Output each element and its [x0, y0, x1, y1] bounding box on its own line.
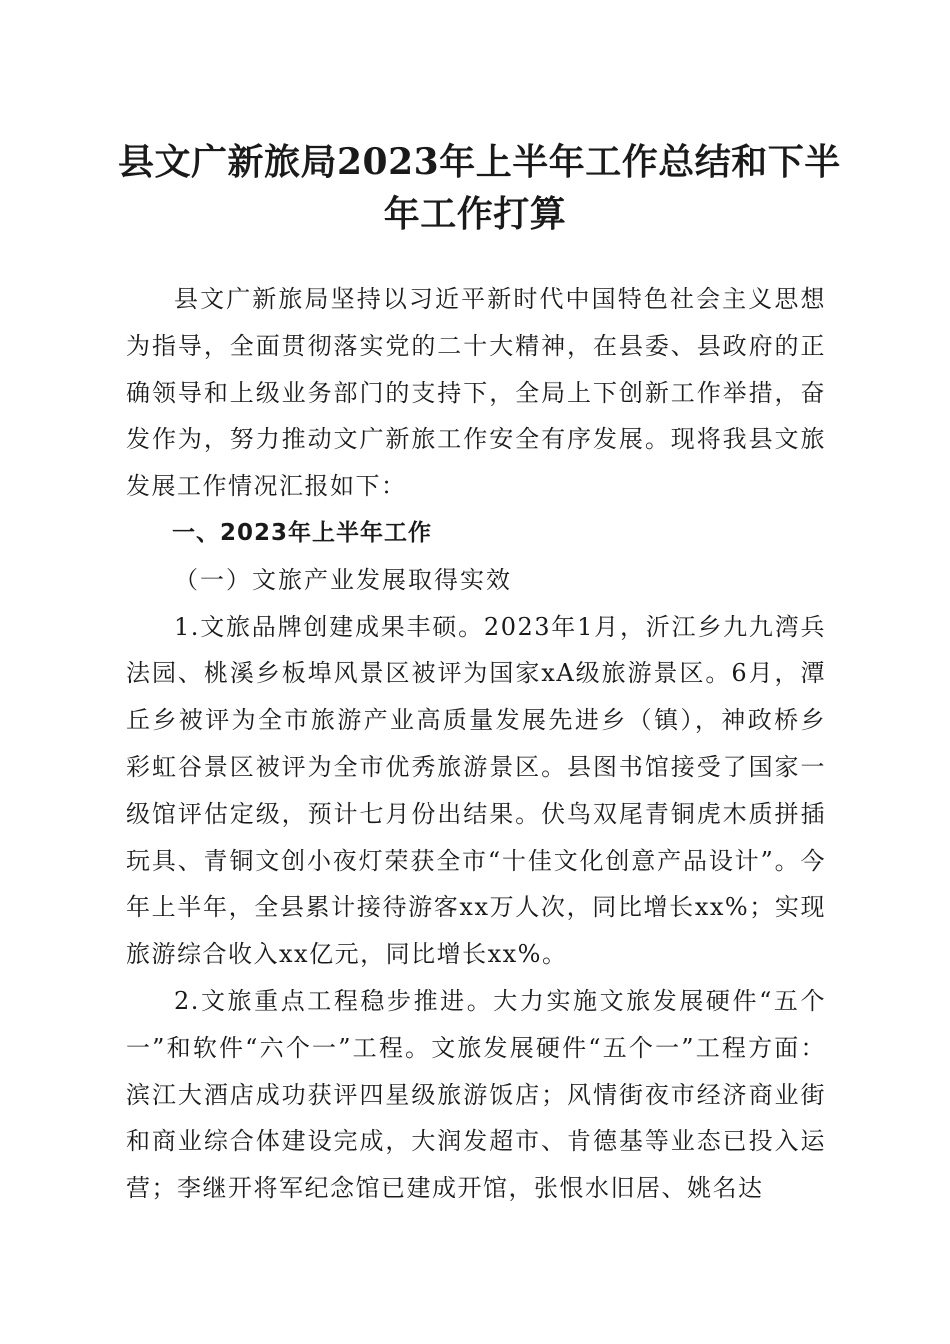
title-line-1: 县文广新旅局2023年上半年工作总结和下半 [118, 141, 841, 183]
intro-paragraph: 县文广新旅局坚持以习近平新时代中国特色社会主义思想为指导，全面贯彻落实党的二十大精神，在县委、县政府的正确领导和上级业务部门的支持下，全局上下创新工作举措，奋发作为，努力推动文广新旅工作安全有序发展。现将我县文旅发展工作情况汇报如下： [126, 285, 826, 501]
title-line-2: 年工作打算 [383, 193, 567, 235]
document-title [118, 136, 841, 240]
item-paragraph-2: 2.文旅重点工程稳步推进。大力实施文旅发展硬件“五个一”和软件“六个一”工程。文旅发展硬件“五个一”工程方面：滨江大酒店成功获评四星级旅游饭店；风情街夜市经济商业街和商业综合体建设完成，大润发超市、肯德基等业态已投入运营；李继开将军纪念馆已建成开馆，张恨水旧居、姚名达 [126, 986, 826, 1203]
item-paragraph-1: 1.文旅品牌创建成果丰硕。2023年1月，沂江乡九九湾兵法园、桃溪乡板埠风景区被评为国家xA级旅游景区。6月，潭丘乡被评为全市旅游产业高质量发展先进乡（镇），神政桥乡彩虹谷景区被评为全市优秀旅游景区。县图书馆接受了国家一级馆评估定级，预计七月份出结果。伏鸟双尾青铜虎木质拼插玩具、青铜文创小夜灯荣获全市“十佳文化创意产品设计”。今年上半年，全县累计接待游客xx万人次，同比增长xx%；实现旅游综合收入xx亿元，同比增长xx%。 [126, 612, 826, 969]
subsection-heading: （一）文旅产业发展取得实效 [174, 565, 512, 594]
section-heading: 一、2023年上半年工作 [172, 519, 433, 546]
document-body [126, 276, 826, 1212]
